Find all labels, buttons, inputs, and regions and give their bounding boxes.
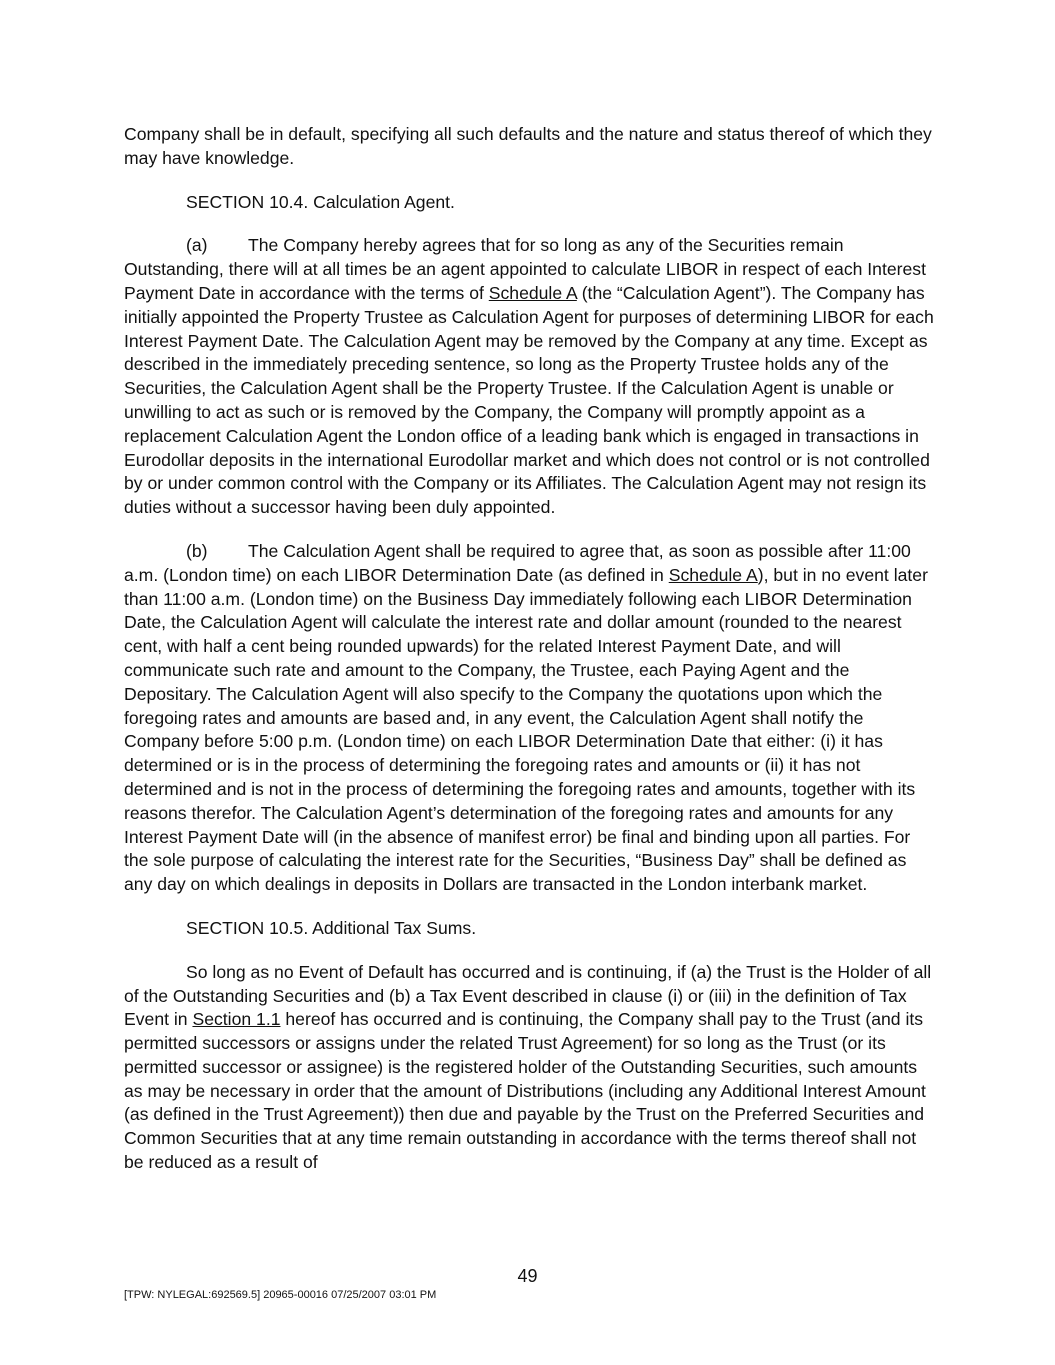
paragraph-text: (the “Calculation Agent”). The Company has initially appointed the Property Trustee as Calculation Agent for purposes of determining LIBOR for each Interest Payment Date. The Calculation Agent may be removed by the Company at any time. Except as described in the immediately preceding sentence, so long as the Property Trustee holds any of the Securities, the Calculation Agent shall be the Property Trustee. If the Calculation Agent is unable or unwilling to act as such or is removed by the Company, the Company will promptly appoint as a replacement Calculation Agent the London office of a leading bank which is engaged in transactions in Eurodollar deposits in the international Eurodollar market and which does not control or is not controlled by or under common control with the Company or its Affiliates. The Calculation Agent may not resign its duties without a successor having been duly appointed. bbox=[124, 282, 934, 518]
paragraph-text: The Calculation Agent shall be required to agree that, as soon as possible after 11:00 a.m. (London time) on each LIBOR Determination Date (as defined in bbox=[124, 540, 911, 585]
section-10-4-paragraph-a bbox=[124, 234, 934, 520]
document-page bbox=[124, 123, 934, 1195]
paragraph-label: (a) bbox=[186, 235, 208, 256]
section-1-1-reference: Section 1.1 bbox=[192, 1009, 281, 1030]
schedule-a-reference: Schedule A bbox=[668, 564, 758, 585]
paragraph-text: The Company hereby agrees that for so long as any of the Securities remain Outstanding, there will at all times be an agent appointed to calculate LIBOR in respect of each Interest Payment Date in accordance with the terms of bbox=[124, 235, 926, 303]
paragraph-text: hereof has occurred and is continuing, the Company shall pay to the Trust (and its permitted successors or assigns under the related Trust Agreement) for so long as the Trust (or its permitted successor or assignee) is the registered holder of the Outstanding Securities, such amounts as may be necessary in order that the amount of Distributions (including any Additional Interest Amount (as defined in the Trust Agreement)) then due and payable by the Trust on the Preferred Securities and Common Securities that at any time remain outstanding in accordance with the terms thereof shall not be reduced as a result of bbox=[124, 1009, 926, 1173]
intro-paragraph: Company shall be in default, specifying all such defaults and the nature and status thereof of which they may have knowledge. bbox=[124, 124, 932, 168]
section-10-4-paragraph-b bbox=[124, 540, 934, 897]
document-footer: [TPW: NYLEGAL:692569.5] 20965-00016 07/25/2007 03:01 PM bbox=[124, 1289, 437, 1301]
section-10-5-heading: SECTION 10.5. Additional Tax Sums. bbox=[186, 917, 477, 938]
section-10-5-paragraph bbox=[124, 961, 934, 1175]
paragraph-text: So long as no Event of Default has occurred and is continuing, if (a) the Trust is the Holder of all of the Outstanding Securities and (b) a Tax Event described in clause (i) or (iii) in the definition of Tax Event in bbox=[124, 961, 932, 1030]
page-number: 49 bbox=[517, 1266, 538, 1286]
paragraph-label: (b) bbox=[186, 540, 208, 561]
paragraph-text: ), but in no event later than 11:00 a.m. (London time) on the Business Day immediately following each LIBOR Determination Date, the Calculation Agent will calculate the interest rate and dollar amount (rounded to the nearest cent, with half a cent being rounded upwards) for the related Interest Payment Date, and will communicate such rate and amount to the Company, the Trustee, each Paying Agent and the Depositary. The Calculation Agent will also specify to the Company the quotations upon which the foregoing rates and amounts are based and, in any event, the Calculation Agent shall notify the Company before 5:00 p.m. (London time) on each LIBOR Determination Date that either: (i) it has determined or is in the process of determining the foregoing rates and amounts or (ii) it has not determined and is not in the process of determining the foregoing rates and amounts, together with its reasons therefor. The Calculation Agent’s determination of the foregoing rates and amounts for any Interest Payment Date will (in the absence of manifest error) be final and binding upon all parties. For the sole purpose of calculating the interest rate for the Securities, “Business Day” shall be defined as any day on which dealings in deposits in Dollars are transacted in the London interbank market. bbox=[124, 564, 928, 895]
section-10-4-heading: SECTION 10.4. Calculation Agent. bbox=[186, 191, 455, 212]
schedule-a-reference: Schedule A bbox=[488, 282, 577, 303]
